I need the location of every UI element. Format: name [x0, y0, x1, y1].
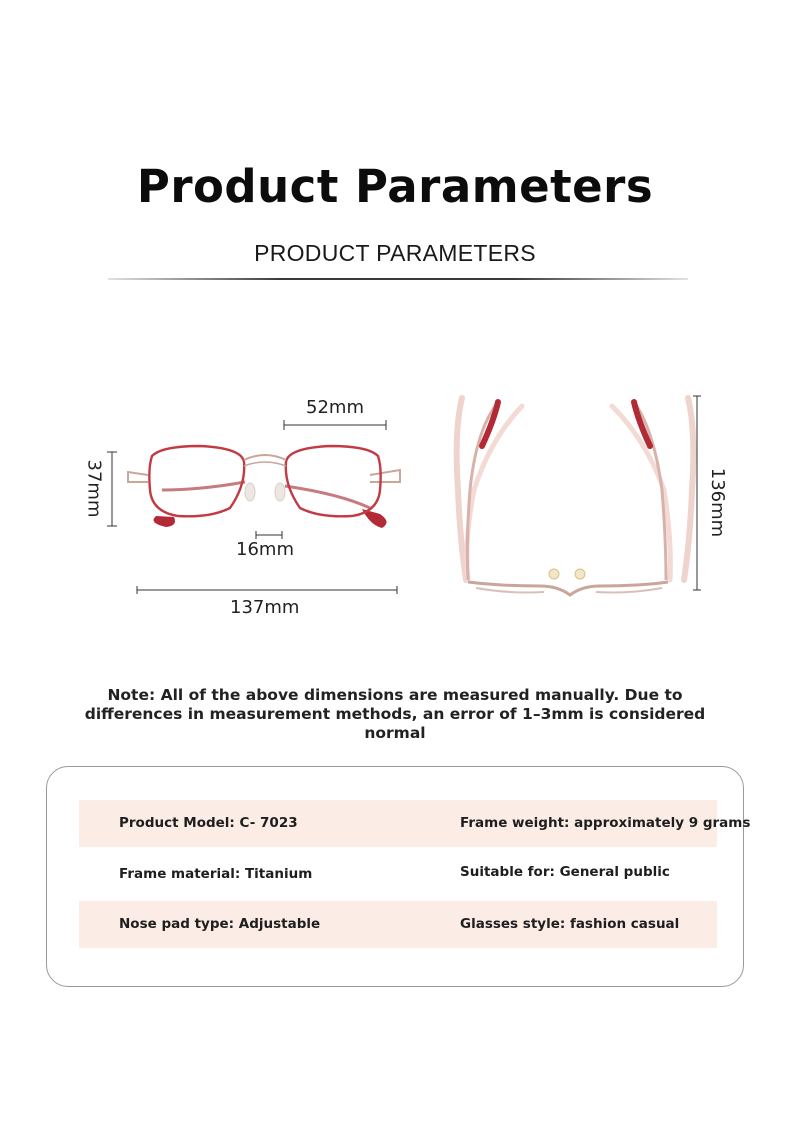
lens-width-label: 52mm: [306, 397, 364, 418]
spec-product-model: Product Model: C- 7023: [119, 815, 298, 831]
page-title: Product Parameters: [136, 160, 654, 213]
bridge-width-label: 16mm: [236, 539, 294, 560]
divider: [108, 278, 688, 280]
right-temple-top: [634, 402, 666, 580]
bridge: [244, 455, 286, 460]
spec-nose-pad: Nose pad type: Adjustable: [119, 916, 321, 932]
spec-card: [46, 766, 751, 987]
spec-row: [79, 800, 751, 847]
left-nose-pad: [245, 483, 255, 501]
spec-frame-weight: Frame weight: approximately 9 grams: [460, 815, 751, 831]
spec-glasses-style: Glasses style: fashion casual: [460, 916, 680, 932]
measurement-note: Note: All of the above dimensions are measured manually. Due to differences in measurement methods, an error of 1–3mm is considered normal: [84, 686, 706, 742]
right-nose-pad: [275, 483, 285, 501]
spec-frame-material: Frame material: Titanium: [119, 866, 313, 882]
left-hinge: [128, 472, 148, 482]
lens-height-label: 37mm: [83, 459, 105, 518]
page-subtitle: PRODUCT PARAMETERS: [254, 240, 536, 266]
glasses-front-view-image: [70, 390, 420, 630]
frame-width-label: 137mm: [230, 597, 300, 618]
right-hinge: [370, 470, 400, 482]
temple-length-label: 136mm: [707, 467, 729, 538]
spec-suitable-for: Suitable for: General public: [460, 864, 670, 880]
left-lens-rim: [149, 446, 244, 516]
spec-row: [79, 901, 717, 948]
left-temple-tip: [154, 516, 175, 527]
front-frame-top: [468, 582, 668, 595]
spec-row: [79, 851, 717, 898]
glasses-top-view-image: [440, 390, 710, 610]
left-temple-arm: [162, 482, 245, 490]
